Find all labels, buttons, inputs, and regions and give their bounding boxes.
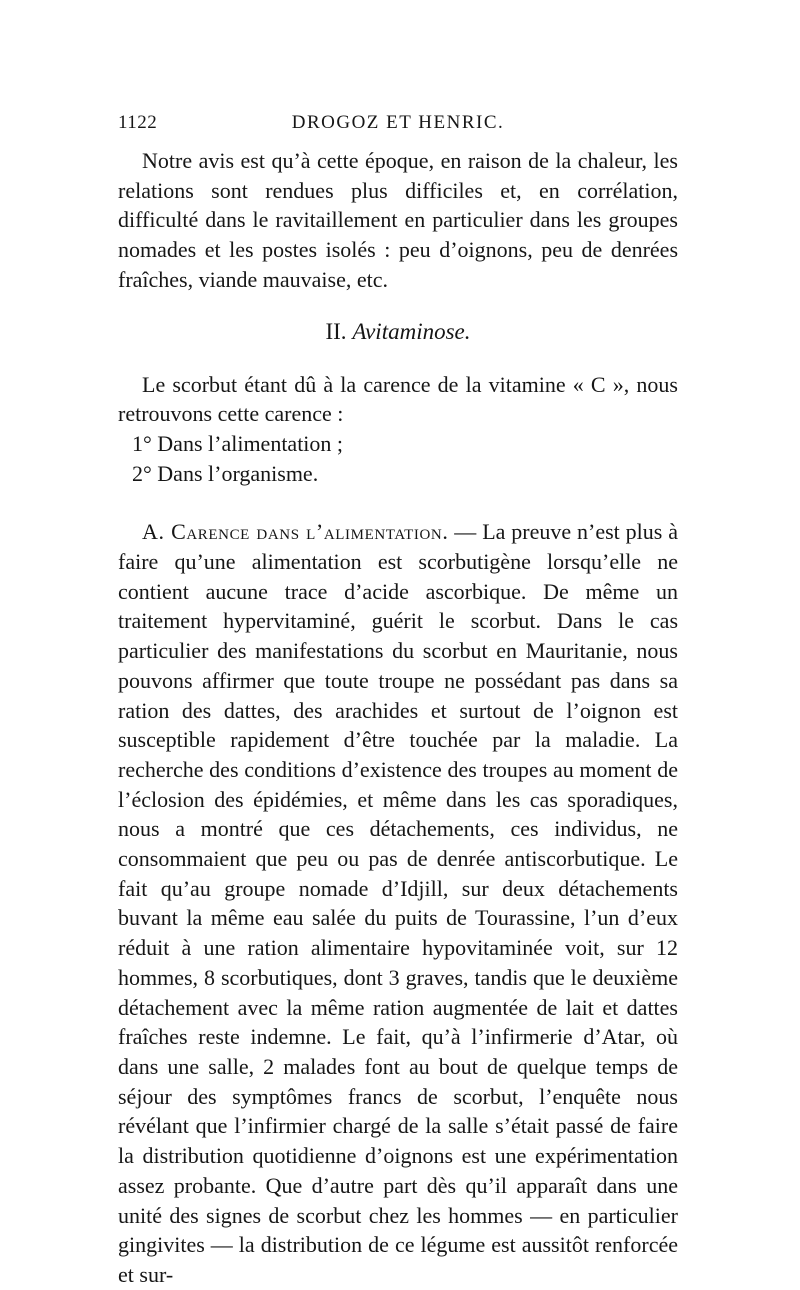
subsection-body: — La preuve n’est plus à faire qu’une alimentation est scorbutigène lorsqu’elle ne contient aucune trace d’acide ascorbique. De même un traitement hypervitaminé, guérit le scorbut. Dans le cas particulier des manifestations du scorbut en Mauritanie, nous pouvons affirmer que toute troupe ne possédant pas dans sa ration des dattes, des arachides et surtout de l’oignon est susceptible rapidement d’être touchée par la maladie. La recherche des conditions d’existence des troupes au moment de l’éclosion des épidémies, et même dans les cas sporadiques, nous a montré que ces détachements, ces individus, ne consommaient que peu ou pas de denrée antiscorbutique. Le fait qu’au groupe nomade d’Idjill, sur deux détachements buvant la même eau salée du puits de Tourassine, l’un d’eux réduit à une ration alimentaire hypovitaminée voit, sur 12 hommes, 8 scorbutiques, dont 3 graves, tandis que le deuxième détachement avec la même ration augmentée de lait et dattes fraîches reste indemne. Le fait, qu’à l’infirmerie d’Atar, où dans une salle, 2 malades font au bout de quelque temps de séjour des symptômes francs de scorbut, l’enquête nous révélant que l’infirmier chargé de la salle s’était passé de faire la distribution quotidienne d’oignons est une expérimentation assez probante. Que d’autre part dès qu’il apparaît dans une unité des signes de scorbut chez les hommes — en particulier gingivites — la distribution de ce légume est aussitôt renforcée et sur- bbox=[118, 519, 678, 1287]
carence-list bbox=[118, 429, 678, 488]
running-head bbox=[118, 112, 678, 146]
section-intro-paragraph: Le scorbut étant dû à la carence de la vitamine « C », nous retrouvons cette carence : bbox=[118, 371, 678, 427]
list-item: 2° Dans l’organisme. bbox=[132, 460, 319, 486]
section-title: Avitaminose. bbox=[352, 318, 471, 344]
book-page bbox=[118, 112, 678, 1290]
subsection-label: A. Carence dans l’alimentation. bbox=[142, 519, 449, 545]
section-heading bbox=[118, 317, 678, 347]
intro-paragraph: Notre avis est qu’à cette époque, en raison de la chaleur, les relations sont rendues plus difficiles et, en corrélation, difficulté dans le ravitaillement en particulier dans les groupes nomades et les postes isolés : peu d’oignons, peu de denrées fraîches, viande mauvaise, etc. bbox=[118, 148, 678, 292]
list-item: 1° Dans l’alimentation ; bbox=[132, 430, 344, 456]
subsection-paragraph bbox=[118, 517, 678, 1289]
running-title: DROGOZ ET HENRIC. bbox=[291, 112, 505, 133]
page-number: 1122 bbox=[118, 112, 158, 133]
section-numeral: II. bbox=[325, 318, 347, 344]
